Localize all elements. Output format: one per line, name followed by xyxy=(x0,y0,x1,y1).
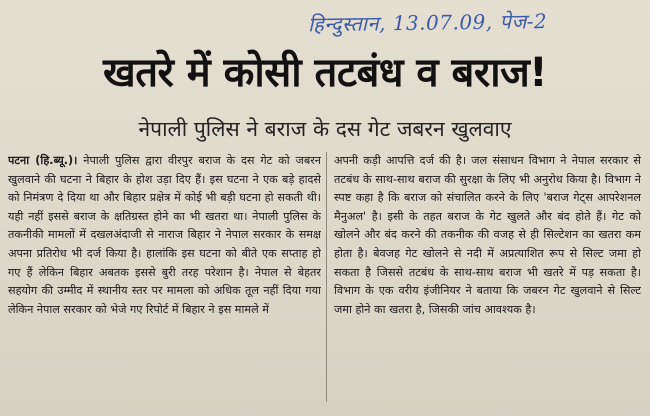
article-text-left: नेपाली पुलिस द्वारा वीरपुर बराज के दस गेट को जबरन खुलवाने की घटना ने बिहार के होश उड़ा दिए हैं। इस घटना ने एक बड़े हादसे को निमंत्रण दे दिया था और बिहार प्रक्षेत्र में कोई भी बड़ी घटना हो सकती थी। यही नहीं इससे बराज के क्षतिग्रस्त होने का भी खतरा था। नेपाली पुलिस के तकनीकी मामलों में दखलअंदाजी से नाराज बिहार ने नेपाल सरकार के समक्ष अपना प्रतिरोध भी दर्ज किया है। हालांकि इस घटना को बीते एक सप्ताह हो गए हैं लेकिन बिहार अबतक इससे बुरी तरह परेशान है। नेपाल से बेहतर सहयोग की उम्मीद में स्थानीय स्तर पर मामला को अधिक तूल नहीं दिया गया लेकिन नेपाल सरकार को भेजे गए रिपोर्ट में बिहार ने इस मामले में xyxy=(8,154,321,316)
article-column-right xyxy=(334,152,641,410)
article-column-left xyxy=(8,152,321,410)
subheadline: नेपाली पुलिस ने बराज के दस गेट जबरन खुलवाए xyxy=(138,117,512,141)
article-text-right: अपनी कड़ी आपत्ति दर्ज की है। जल संसाधन विभाग ने नेपाल सरकार से तटबंध के साथ-साथ बराज की सुरक्षा के लिए भी अनुरोध किया है। विभाग ने स्पष्ट कहा है कि बराज को संचालित करने के लिए 'बराज गेट्स आपरेशनल मैनुअल' है। इसी के तहत बराज के गेट खुलते और बंद होते हैं। गेट को खोलने और बंद करने की तकनीक की वजह से ही सिल्टेशन का खतरा कम होता है। बेवजह गेट खोलने से नदी में अप्रत्याशित रूप से सिल्ट जमा हो सकता है जिससे तटबंध के साथ-साथ बराज भी खतरे में पड़ सकता है। विभाग के एक वरीय इंजीनियर ने बताया कि जबरन गेट खुलवाने से सिल्ट जमा होने का खतरा है, जिसकी जांच आवश्यक है। xyxy=(334,154,641,316)
source-stamp: हिन्दुस्तान, 13.07.09, पेज-2 xyxy=(307,9,548,37)
column-divider xyxy=(326,152,327,402)
headline: खतरे में कोसी तटबंध व बराज! xyxy=(102,50,548,96)
dateline: पटना (हि.ब्यू.)। xyxy=(8,154,78,167)
